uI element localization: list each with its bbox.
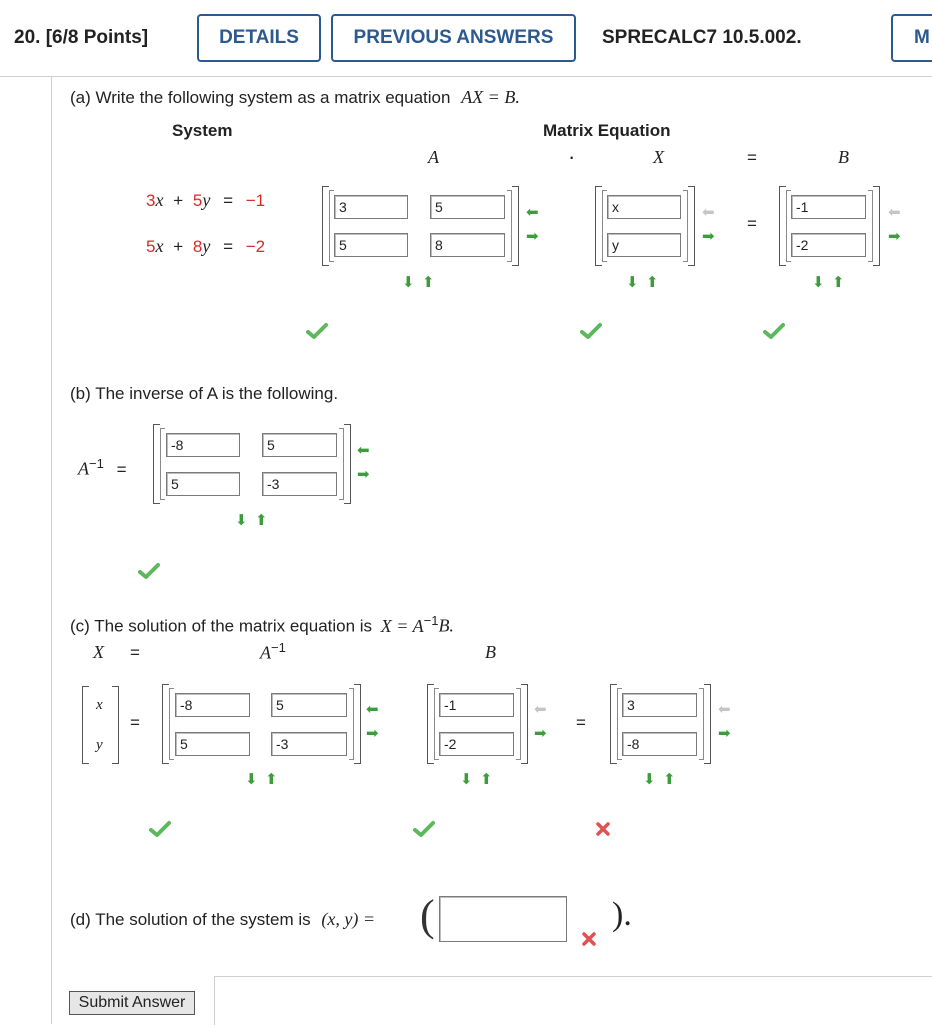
part-a-prompt-text: (a) Write the following system as a matrix equation	[70, 88, 451, 107]
matrix-a-entry-12[interactable]: 5	[430, 195, 505, 219]
correct-check-icon	[306, 322, 328, 340]
part-c-ainv-add-column-icon[interactable]: ➡	[366, 725, 379, 742]
part-c-result-right-bracket	[704, 684, 711, 764]
source-label: SPRECALC7 10.5.002.	[602, 27, 802, 48]
part-c-ainv-entry-12[interactable]: 5	[271, 693, 347, 717]
vector-b-remove-row-icon[interactable]: ⬆	[832, 274, 845, 291]
previous-answers-button[interactable]: PREVIOUS ANSWERS	[331, 14, 576, 62]
part-d-close-paren: ).	[612, 896, 632, 933]
part-a-prompt	[70, 87, 520, 108]
eq1-var-y: y	[202, 190, 211, 210]
eq1-plus: +	[173, 191, 184, 210]
part-c-b-add-row-icon[interactable]: ⬇	[460, 771, 473, 788]
vector-b-right-bracket	[873, 186, 880, 266]
vector-b-add-row-icon[interactable]: ⬇	[812, 274, 825, 291]
inverse-equals: =	[116, 459, 127, 479]
xy-vector-right-bracket	[112, 686, 119, 764]
dot-operator: ·	[568, 144, 576, 169]
correct-check-icon	[580, 322, 602, 340]
part-d-answer-input[interactable]	[439, 896, 567, 942]
eq2-equals: =	[223, 237, 234, 256]
part-c-col-ainv-a: A	[260, 642, 271, 663]
part-c-result-add-column-icon[interactable]: ➡	[718, 725, 731, 742]
part-c-equals-2: =	[576, 713, 586, 732]
inverse-matrix-entry-11[interactable]: -8	[166, 433, 240, 457]
system-equation-1	[146, 190, 265, 211]
part-c-prompt-b: B.	[438, 615, 454, 636]
matrix-a-entry-11[interactable]: 3	[334, 195, 408, 219]
part-c-prompt-exponent: −1	[423, 613, 439, 628]
eq2-var-x: x	[155, 236, 164, 256]
vector-x-remove-row-icon[interactable]: ⬆	[646, 274, 659, 291]
part-c-ainv-entry-11[interactable]: -8	[175, 693, 250, 717]
matrix-a-entry-21[interactable]: 5	[334, 233, 408, 257]
eq1-equals: =	[223, 191, 234, 210]
part-c-col-b: B	[485, 642, 496, 662]
part-d-open-paren: (	[420, 891, 435, 940]
more-button[interactable]: M	[891, 14, 932, 62]
part-c-ainv-add-row-icon[interactable]: ⬇	[245, 771, 258, 788]
part-c-ainv-entry-22[interactable]: -3	[271, 732, 347, 756]
column-label-a: A	[428, 147, 439, 167]
vector-x-entry-1[interactable]: x	[607, 195, 681, 219]
inverse-label	[78, 456, 127, 480]
part-c-prompt-equation: X = A	[380, 615, 424, 636]
part-c-col-x: X	[93, 642, 104, 662]
inverse-matrix-entry-21[interactable]: 5	[166, 472, 240, 496]
eq1-var-x: x	[155, 190, 164, 210]
inverse-matrix-entry-12[interactable]: 5	[262, 433, 337, 457]
vector-x-entry-2[interactable]: y	[607, 233, 681, 257]
xy-vector-x: x	[96, 697, 103, 713]
eq1-coeff-x: 3	[146, 191, 156, 210]
part-c-b-remove-row-icon[interactable]: ⬆	[480, 771, 493, 788]
part-c-col-ainv	[260, 640, 286, 664]
eq2-coeff-y: 8	[192, 237, 203, 256]
question-number-label	[14, 27, 148, 49]
xy-vector-left-bracket	[82, 686, 89, 764]
part-c-ainv-remove-column-icon[interactable]: ⬅	[366, 701, 379, 718]
part-c-equals-1: =	[130, 713, 140, 732]
vector-b-entry-2[interactable]: -2	[791, 233, 866, 257]
part-c-b-left-bracket	[427, 684, 434, 764]
question-header	[0, 0, 932, 77]
work-area-panel	[214, 976, 932, 1025]
correct-check-icon	[413, 820, 435, 838]
part-c-b-remove-column-icon[interactable]: ⬅	[534, 701, 547, 718]
part-c-prompt-text: (c) The solution of the matrix equation is	[70, 616, 373, 636]
vector-b-add-column-icon[interactable]: ➡	[888, 228, 901, 245]
column-label-x: X	[653, 147, 664, 167]
part-c-col-ainv-exp: −1	[271, 640, 286, 655]
xy-vector-y: y	[96, 737, 103, 753]
inverse-matrix-remove-row-icon[interactable]: ⬆	[255, 512, 268, 529]
part-a-prompt-equation: AX = B.	[461, 87, 520, 107]
matrix-equation-header: Matrix Equation	[543, 121, 671, 140]
inverse-label-exponent: −1	[89, 456, 104, 471]
correct-check-icon	[149, 820, 171, 838]
part-c-ainv-left-bracket	[162, 684, 169, 764]
part-c-b-add-column-icon[interactable]: ➡	[534, 725, 547, 742]
vector-x-add-row-icon[interactable]: ⬇	[626, 274, 639, 291]
matrix-a-remove-column-icon[interactable]: ⬅	[526, 204, 539, 221]
incorrect-cross-icon	[595, 821, 611, 837]
inverse-matrix-left-bracket	[153, 424, 160, 504]
part-c-prompt	[70, 613, 454, 637]
matrix-a-entry-22[interactable]: 8	[430, 233, 505, 257]
part-c-result-entry-1[interactable]: 3	[622, 693, 697, 717]
inverse-matrix-entry-22[interactable]: -3	[262, 472, 337, 496]
eq1-coeff-y: 5	[192, 191, 203, 210]
correct-check-icon	[138, 562, 160, 580]
part-c-result-entry-2[interactable]: -8	[622, 732, 697, 756]
vector-x-left-bracket	[595, 186, 602, 266]
inverse-matrix-add-column-icon[interactable]: ➡	[357, 466, 370, 483]
vector-x-add-column-icon[interactable]: ➡	[702, 228, 715, 245]
details-button[interactable]: DETAILS	[197, 14, 321, 62]
part-c-result-remove-column-icon[interactable]: ⬅	[718, 701, 731, 718]
part-b-prompt: (b) The inverse of A is the following.	[70, 384, 339, 403]
part-c-ainv-remove-row-icon[interactable]: ⬆	[265, 771, 278, 788]
part-c-b-entry-2[interactable]: -2	[439, 732, 514, 756]
part-c-ainv-entry-21[interactable]: 5	[175, 732, 250, 756]
question-number: 20.	[14, 27, 41, 48]
matrix-a-add-column-icon[interactable]: ➡	[526, 228, 539, 245]
eq2-coeff-x: 5	[146, 237, 156, 256]
vector-b-left-bracket	[779, 186, 786, 266]
vector-b-entry-1[interactable]: -1	[791, 195, 866, 219]
eq2-rhs: −2	[245, 237, 266, 256]
inverse-matrix-add-row-icon[interactable]: ⬇	[235, 512, 248, 529]
part-c-b-right-bracket	[521, 684, 528, 764]
part-c-result-left-bracket	[610, 684, 617, 764]
inverse-matrix-right-bracket	[344, 424, 351, 504]
part-a-equals-sign: =	[747, 214, 757, 233]
eq1-rhs: −1	[245, 191, 266, 210]
eq2-var-y: y	[202, 236, 211, 256]
inverse-matrix-inner-left-bracket	[160, 428, 165, 500]
matrix-a-right-bracket	[512, 186, 519, 266]
part-c-result-remove-row-icon[interactable]: ⬆	[663, 771, 676, 788]
system-equation-2	[146, 236, 265, 257]
matrix-a-remove-row-icon[interactable]: ⬆	[422, 274, 435, 291]
matrix-a-left-bracket	[322, 186, 329, 266]
vector-x-remove-column-icon[interactable]: ⬅	[702, 204, 715, 221]
correct-check-icon	[763, 322, 785, 340]
part-c-result-add-row-icon[interactable]: ⬇	[643, 771, 656, 788]
system-header: System	[172, 121, 233, 140]
incorrect-cross-icon	[581, 931, 597, 947]
part-d-prompt-text: (d) The solution of the system is	[70, 910, 311, 929]
part-c-ainv-right-bracket	[354, 684, 361, 764]
submit-answer-button[interactable]: Submit Answer	[69, 991, 195, 1015]
left-divider	[51, 77, 52, 1024]
column-label-b: B	[838, 147, 849, 167]
vector-b-remove-column-icon[interactable]: ⬅	[888, 204, 901, 221]
part-c-b-entry-1[interactable]: -1	[439, 693, 514, 717]
inverse-matrix-remove-column-icon[interactable]: ⬅	[357, 442, 370, 459]
matrix-a-add-row-icon[interactable]: ⬇	[402, 274, 415, 291]
inverse-label-a: A	[78, 458, 89, 479]
part-c-col-equals: =	[130, 643, 140, 662]
part-d-prompt	[70, 909, 375, 930]
column-label-equals: =	[747, 148, 757, 167]
part-d-pair-label: (x, y) =	[321, 909, 375, 929]
eq2-plus: +	[173, 237, 184, 256]
points-label: [6/8 Points]	[45, 27, 149, 48]
part-c-ainv-inner-left-bracket	[169, 688, 174, 760]
vector-x-right-bracket	[688, 186, 695, 266]
